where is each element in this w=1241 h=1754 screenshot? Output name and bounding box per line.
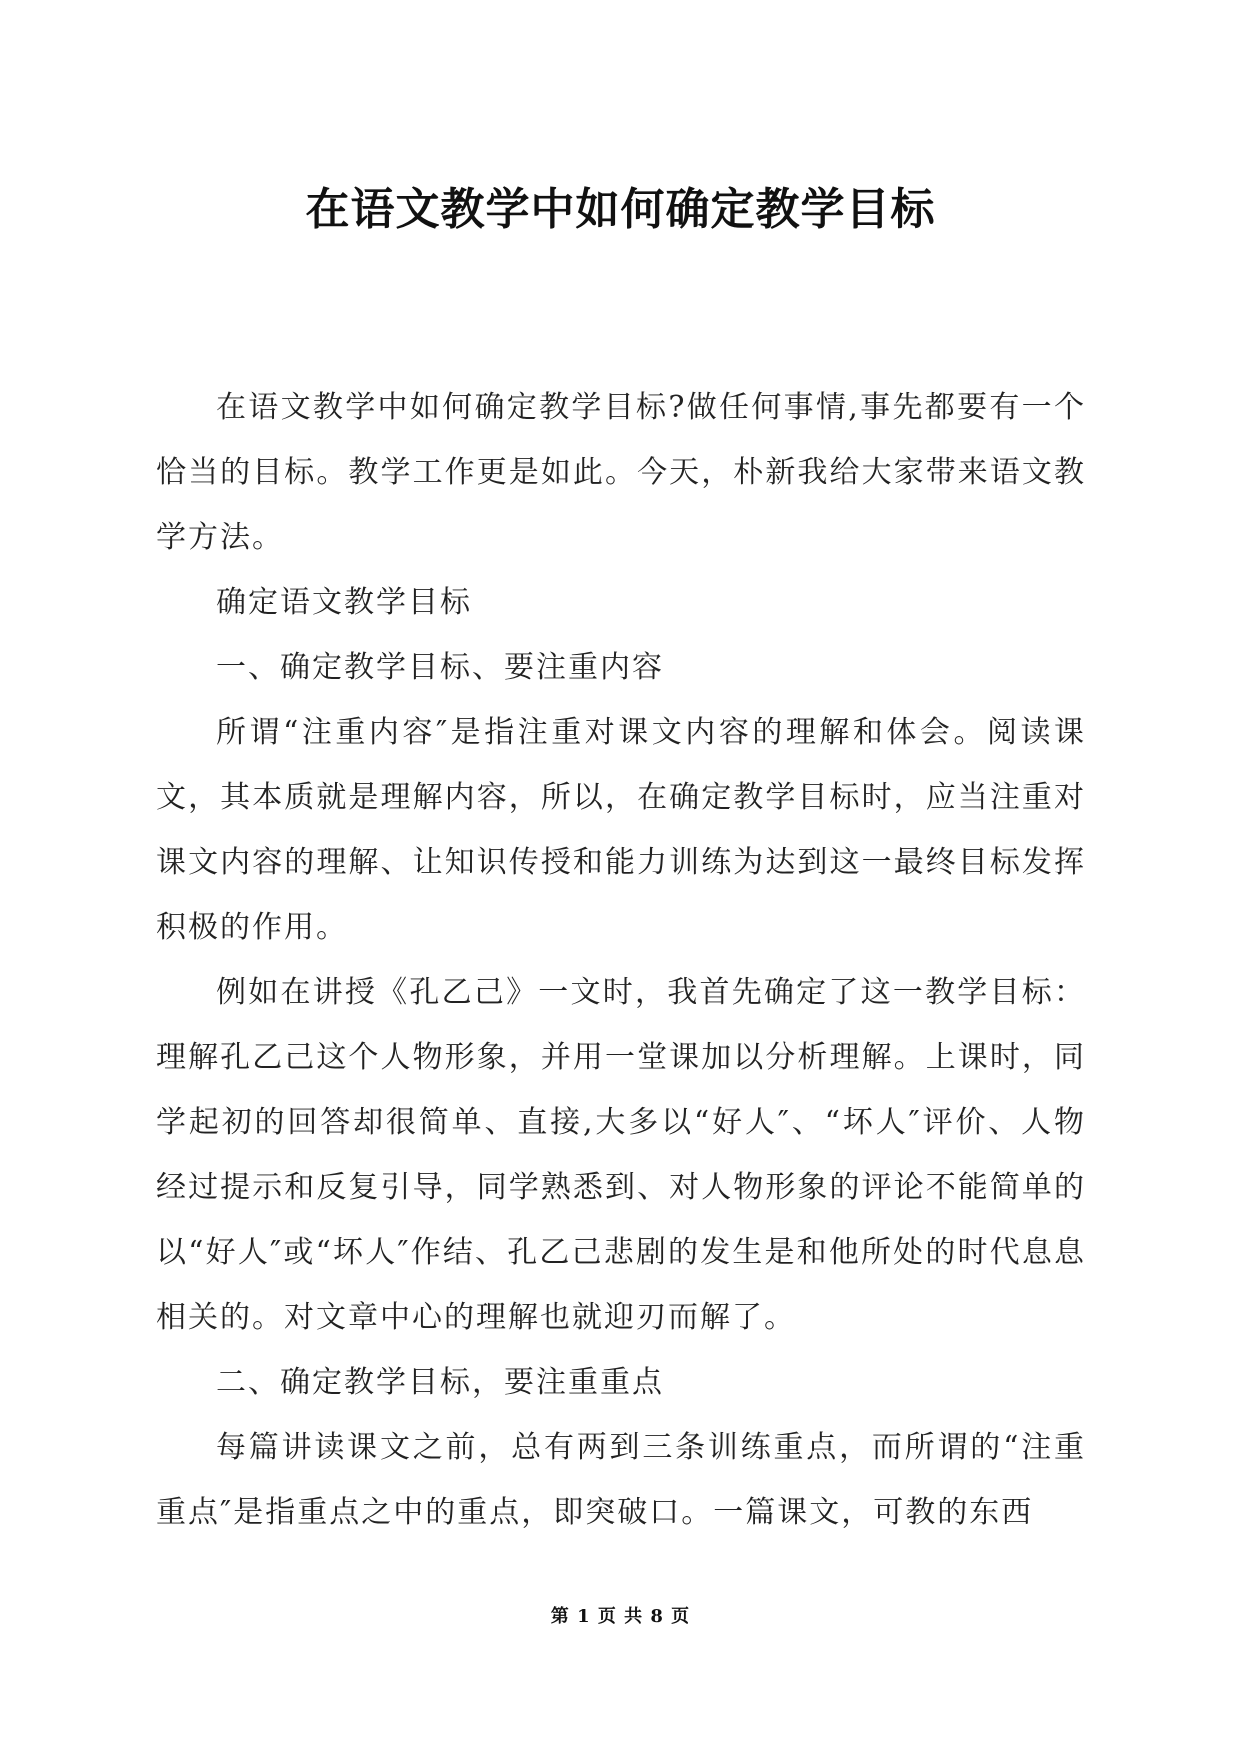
page-number: 第 1 页 共 8 页 [550, 1606, 691, 1627]
paragraph-example: 例如在讲授《孔乙己》一文时，我首先确定了这一教学目标：理解孔乙己这个人物形象，并用一堂课加以分析理解。上课时，同学起初的回答却很简单、直接,大多以“好人″、“坏人″评价、人物经过提示和反复引导，同学熟悉到、对人物形象的评论不能简单的以“好人″或“坏人″作结、孔乙己悲剧的发生是和他所处的时代息息相关的。对文章中心的理解也就迎刃而解了。 [156, 975, 1086, 1335]
subheading-focus: 二、确定教学目标，要注重重点 [216, 1365, 664, 1400]
page-title: 在语文教学中如何确定教学目标 [305, 184, 936, 235]
paragraph-focus: 每篇讲读课文之前，总有两到三条训练重点，而所谓的“注重重点″是指重点之中的重点，即突破口。一篇课文，可教的东西 [156, 1430, 1086, 1530]
paragraph-content: 所谓“注重内容″是指注重对课文内容的理解和体会。阅读课文，其本质就是理解内容，所以，在确定教学目标时，应当注重对课文内容的理解、让知识传授和能力训练为达到这一最终目标发挥积极的作用。 [156, 715, 1086, 945]
paragraph-intro: 在语文教学中如何确定教学目标?做任何事情,事先都要有一个恰当的目标。教学工作更是如此。今天，朴新我给大家带来语文教学方法。 [156, 390, 1086, 555]
subheading-content: 一、确定教学目标、要注重内容 [216, 650, 664, 685]
section-heading: 确定语文教学目标 [216, 585, 472, 620]
document-body [156, 375, 1086, 1545]
